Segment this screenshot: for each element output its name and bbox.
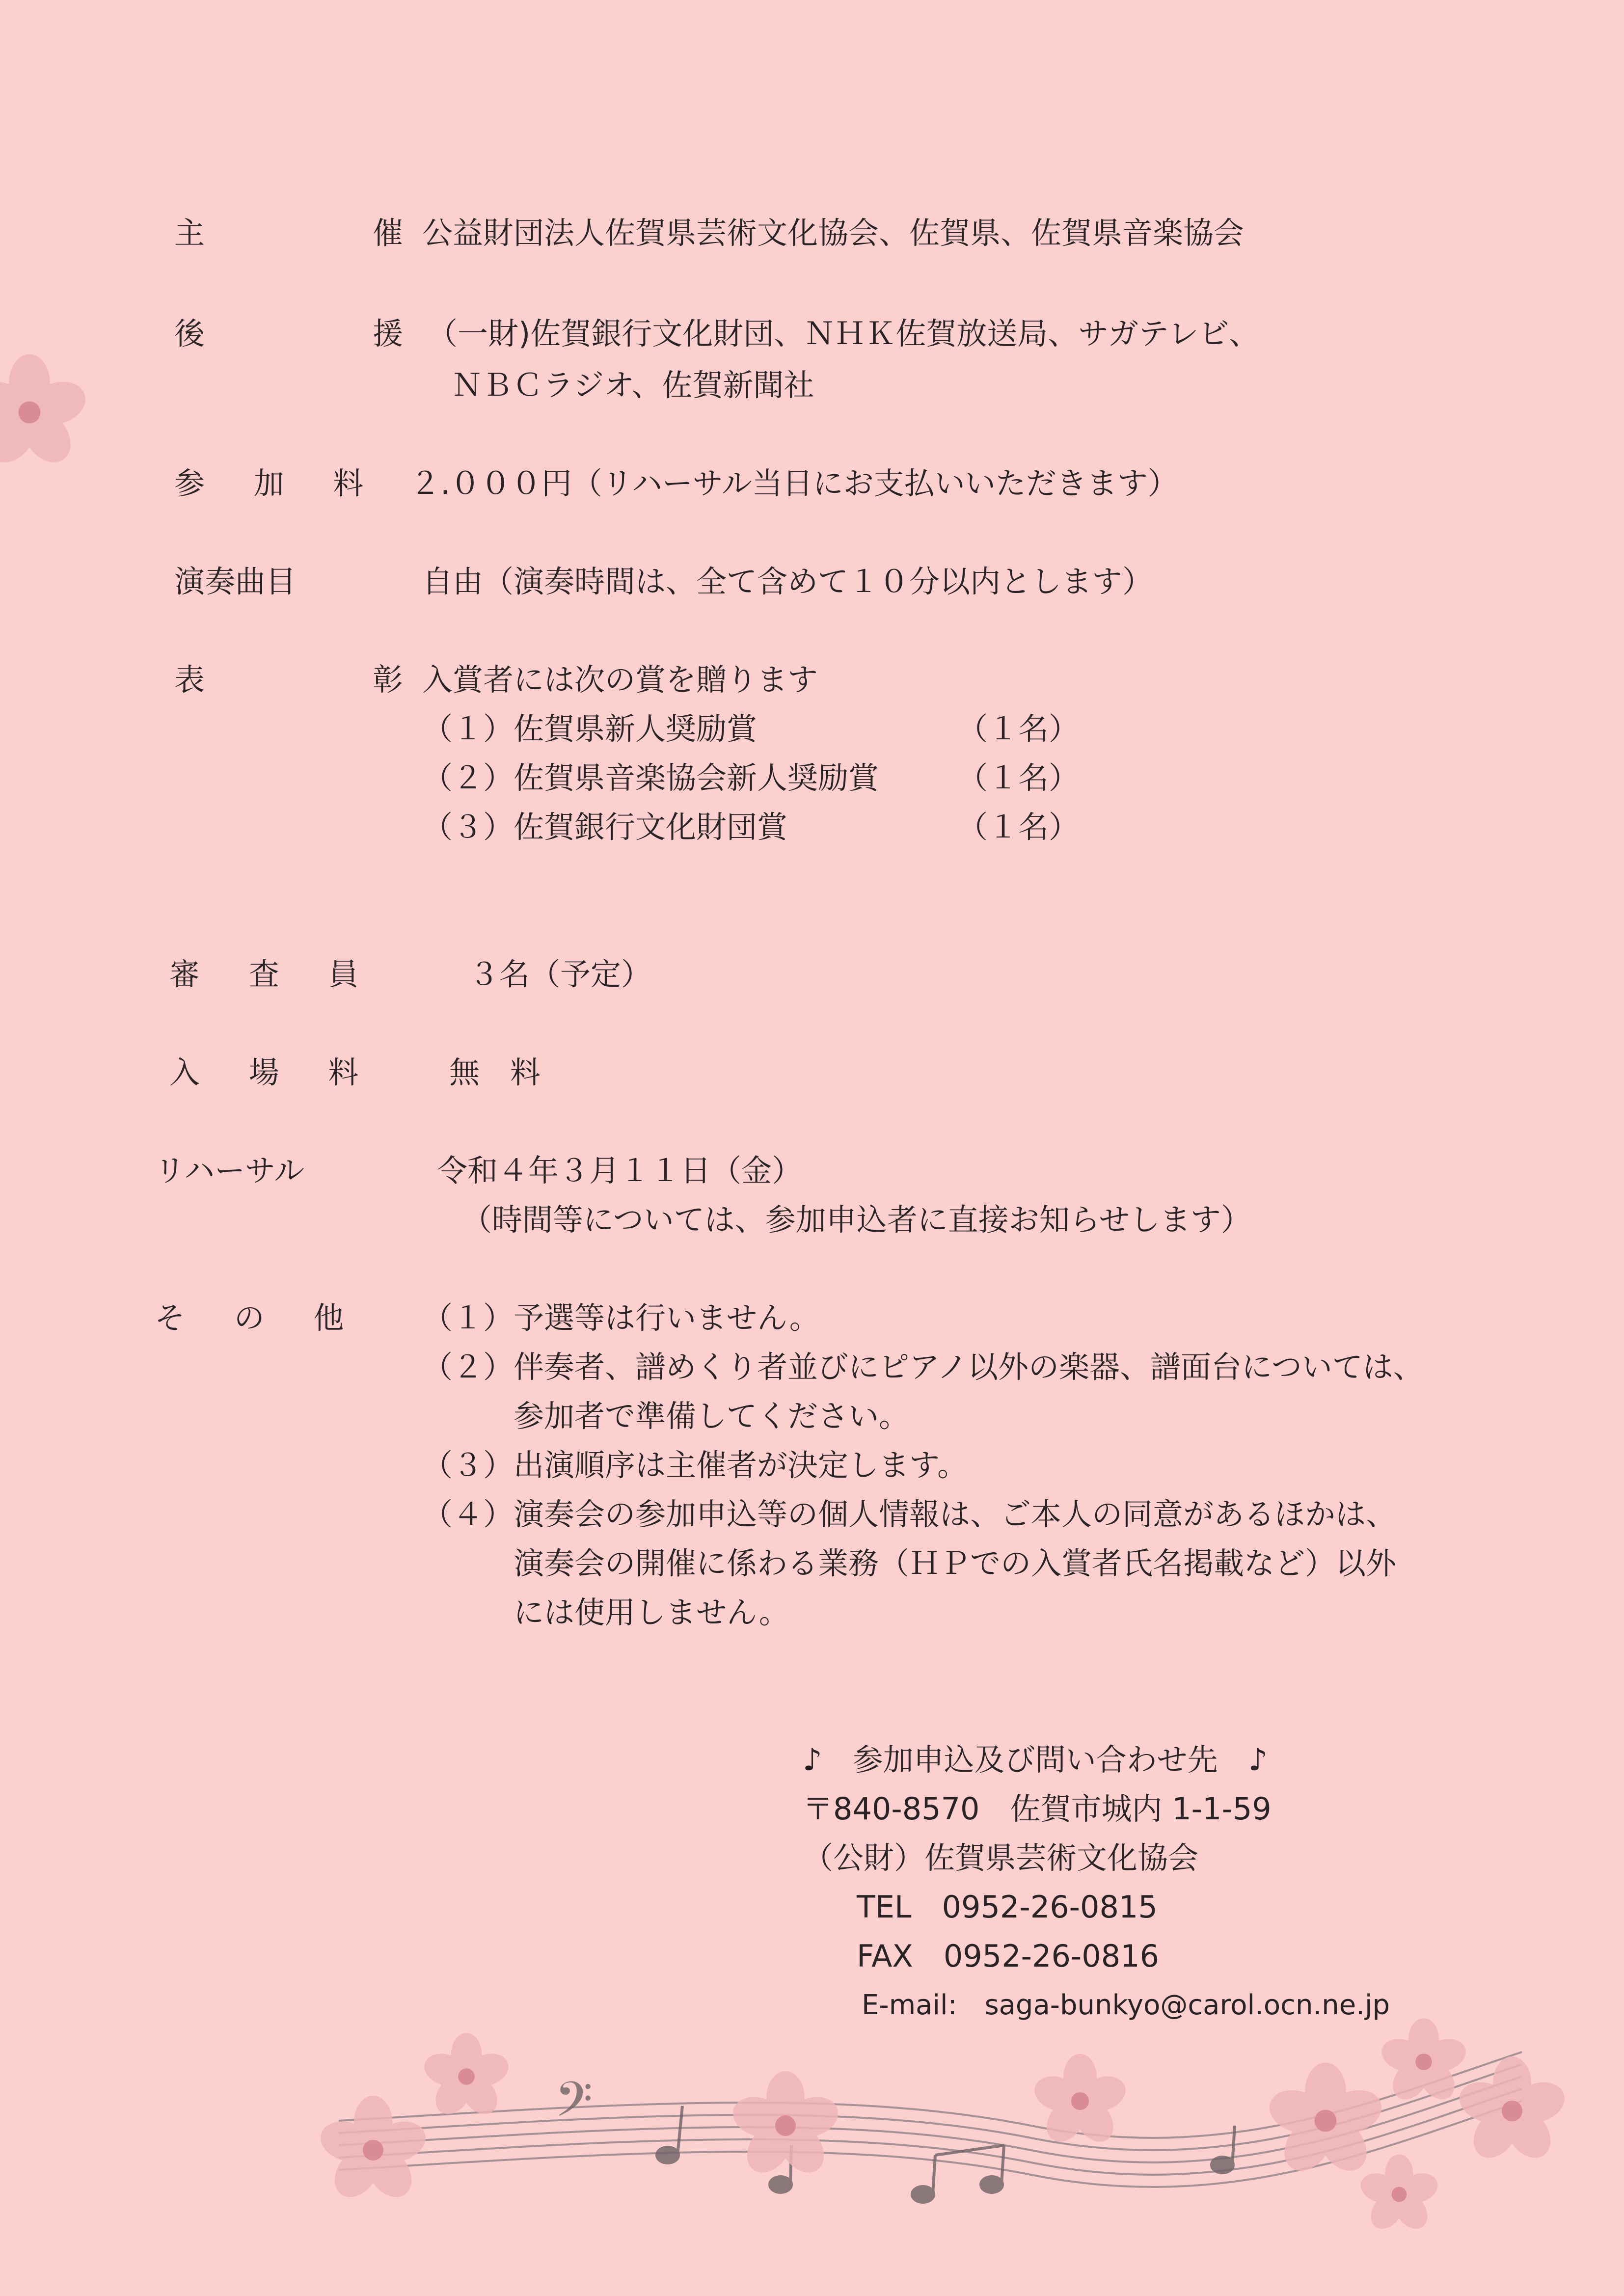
other-note: 演奏会の開催に係わる業務（ＨＰでの入賞者氏名掲載など）以外 <box>422 1545 1397 1581</box>
other-note: （１）予選等は行いません。 <box>422 1300 820 1336</box>
award-name: （３）佐賀銀行文化財団賞 <box>422 809 788 845</box>
label-rehearsal: リハーサル <box>155 1153 305 1189</box>
label-fee: 参 加 料 <box>174 465 383 501</box>
fee-text: ２.０００円（リハーサル当日にお支払いいただきます） <box>410 465 1178 501</box>
award-count: （１名） <box>957 760 1080 796</box>
rehearsal-note: （時間等については、参加申込者に直接お知らせします） <box>461 1202 1251 1238</box>
label-awards: 表 彰 <box>174 662 472 698</box>
award-name: （２）佐賀県音楽協会新人奨励賞 <box>422 760 879 796</box>
contact-email[interactable]: E-mail: saga-bunkyo@carol.ocn.ne.jp <box>862 1989 1390 2021</box>
blossom-icon <box>315 2018 1570 2235</box>
label-program: 演奏曲目 <box>174 564 297 599</box>
label-judges: 審 査 員 <box>169 956 379 992</box>
other-note: （２）伴奏者、譜めくり者並びにピアノ以外の楽器、譜面台については、 <box>422 1349 1424 1385</box>
other-note: （４）演奏会の参加申込等の個人情報は、ご本人の同意があるほかは、 <box>422 1496 1397 1532</box>
support-line-2: ＮＢＣラジオ、佐賀新聞社 <box>452 367 814 403</box>
award-count: （１名） <box>957 809 1080 845</box>
contact-postal: 〒840-8570 佐賀市城内 1-1-59 <box>803 1791 1272 1827</box>
rehearsal-date: 令和４年３月１１日（金） <box>437 1153 803 1189</box>
label-support: 後 援 <box>174 316 472 351</box>
other-note: （３）出演順序は主催者が決定します。 <box>422 1447 968 1483</box>
award-name: （１）佐賀県新人奨励賞 <box>422 711 758 747</box>
label-other: そ の 他 <box>155 1300 364 1336</box>
other-note: には使用しません。 <box>422 1594 789 1630</box>
label-admission: 入 場 料 <box>169 1054 379 1090</box>
other-note: 参加者で準備してください。 <box>422 1398 910 1434</box>
blossom-icon <box>0 354 91 472</box>
judges-text: ３名（予定） <box>469 956 652 992</box>
awards-intro: 入賞者には次の賞を贈ります <box>422 662 818 698</box>
award-count: （１名） <box>957 711 1080 747</box>
svg-text:𝄢: 𝄢 <box>555 2072 593 2140</box>
contact-org: （公財）佐賀県芸術文化協会 <box>803 1840 1199 1876</box>
support-line-1: （一財)佐賀銀行文化財団、ＮＨＫ佐賀放送局、サガテレビ、 <box>427 316 1260 351</box>
program-text: 自由（演奏時間は、全て含めて１０分以内とします） <box>422 564 1153 599</box>
organizer-text: 公益財団法人佐賀県芸術文化協会、佐賀県、佐賀県音楽協会 <box>422 215 1245 251</box>
contact-heading: ♪ 参加申込及び問い合わせ先 ♪ <box>803 1742 1268 1778</box>
admission-text: 無 料 <box>449 1054 541 1090</box>
contact-fax: FAX 0952-26-0816 <box>857 1938 1160 1974</box>
label-organizer: 主 催 <box>174 215 472 251</box>
contact-tel: TEL 0952-26-0815 <box>857 1889 1158 1925</box>
